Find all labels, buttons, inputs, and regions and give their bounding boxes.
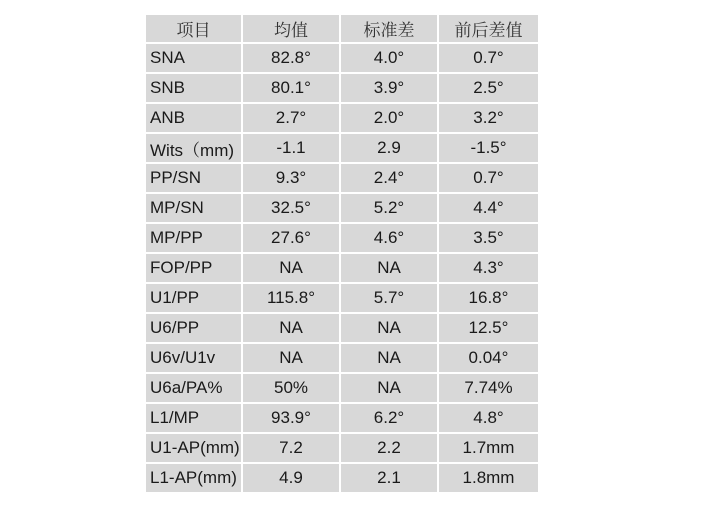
row-std-dev-cell: 6.2° xyxy=(341,404,439,434)
row-std-dev-cell: 5.2° xyxy=(341,194,439,224)
row-item-cell: U1/PP xyxy=(146,284,243,314)
row-mean-cell: 32.5° xyxy=(243,194,341,224)
table-row xyxy=(146,374,538,404)
row-item-cell: FOP/PP xyxy=(146,254,243,284)
table-row xyxy=(146,164,538,194)
row-difference-cell: 0.7° xyxy=(439,164,538,194)
row-std-dev-cell: 2.2 xyxy=(341,434,439,464)
header-std-dev: 标准差 xyxy=(341,15,439,44)
row-item-cell: SNA xyxy=(146,44,243,74)
row-difference-cell: 3.2° xyxy=(439,104,538,134)
row-std-dev-cell: NA xyxy=(341,254,439,284)
row-std-dev-cell: 2.4° xyxy=(341,164,439,194)
row-item-cell: ANB xyxy=(146,104,243,134)
row-difference-cell: 0.7° xyxy=(439,44,538,74)
table-row xyxy=(146,344,538,374)
row-mean-cell: 115.8° xyxy=(243,284,341,314)
row-std-dev-cell: 2.1 xyxy=(341,464,439,494)
row-mean-cell: 9.3° xyxy=(243,164,341,194)
row-std-dev-cell: 2.9 xyxy=(341,134,439,164)
row-item-cell: U1-AP(mm) xyxy=(146,434,243,464)
row-item-cell: Wits（mm) xyxy=(146,134,243,164)
row-difference-cell: 4.8° xyxy=(439,404,538,434)
row-item-cell: U6v/U1v xyxy=(146,344,243,374)
data-table-container xyxy=(146,15,538,494)
table-header-row xyxy=(146,15,538,44)
row-mean-cell: -1.1 xyxy=(243,134,341,164)
row-std-dev-cell: 2.0° xyxy=(341,104,439,134)
table-row xyxy=(146,314,538,344)
table-row xyxy=(146,284,538,314)
table-row xyxy=(146,104,538,134)
row-std-dev-cell: NA xyxy=(341,344,439,374)
header-item: 项目 xyxy=(146,15,243,44)
table-row xyxy=(146,44,538,74)
row-difference-cell: 3.5° xyxy=(439,224,538,254)
header-difference: 前后差值 xyxy=(439,15,538,44)
row-std-dev-cell: 5.7° xyxy=(341,284,439,314)
row-std-dev-cell: 3.9° xyxy=(341,74,439,104)
row-mean-cell: 2.7° xyxy=(243,104,341,134)
row-difference-cell: -1.5° xyxy=(439,134,538,164)
row-item-cell: SNB xyxy=(146,74,243,104)
row-mean-cell: 80.1° xyxy=(243,74,341,104)
table-row xyxy=(146,74,538,104)
row-difference-cell: 2.5° xyxy=(439,74,538,104)
row-item-cell: L1-AP(mm) xyxy=(146,464,243,494)
header-mean: 均值 xyxy=(243,15,341,44)
row-difference-cell: 12.5° xyxy=(439,314,538,344)
table-row xyxy=(146,254,538,284)
row-item-cell: PP/SN xyxy=(146,164,243,194)
row-difference-cell: 0.04° xyxy=(439,344,538,374)
row-item-cell: U6/PP xyxy=(146,314,243,344)
row-mean-cell: NA xyxy=(243,344,341,374)
row-std-dev-cell: NA xyxy=(341,314,439,344)
row-mean-cell: 7.2 xyxy=(243,434,341,464)
row-difference-cell: 4.3° xyxy=(439,254,538,284)
row-std-dev-cell: NA xyxy=(341,374,439,404)
row-item-cell: U6a/PA% xyxy=(146,374,243,404)
row-std-dev-cell: 4.6° xyxy=(341,224,439,254)
row-item-cell: MP/PP xyxy=(146,224,243,254)
row-difference-cell: 4.4° xyxy=(439,194,538,224)
row-std-dev-cell: 4.0° xyxy=(341,44,439,74)
row-mean-cell: 82.8° xyxy=(243,44,341,74)
row-mean-cell: 27.6° xyxy=(243,224,341,254)
table-row xyxy=(146,194,538,224)
row-item-cell: L1/MP xyxy=(146,404,243,434)
row-mean-cell: 4.9 xyxy=(243,464,341,494)
table-row xyxy=(146,464,538,494)
row-mean-cell: NA xyxy=(243,314,341,344)
table-row xyxy=(146,404,538,434)
row-mean-cell: NA xyxy=(243,254,341,284)
row-difference-cell: 1.7mm xyxy=(439,434,538,464)
table-row xyxy=(146,434,538,464)
row-mean-cell: 93.9° xyxy=(243,404,341,434)
row-item-cell: MP/SN xyxy=(146,194,243,224)
row-difference-cell: 7.74% xyxy=(439,374,538,404)
table-row xyxy=(146,224,538,254)
table-row xyxy=(146,134,538,164)
row-difference-cell: 16.8° xyxy=(439,284,538,314)
row-mean-cell: 50% xyxy=(243,374,341,404)
measurement-table xyxy=(146,15,538,494)
row-difference-cell: 1.8mm xyxy=(439,464,538,494)
